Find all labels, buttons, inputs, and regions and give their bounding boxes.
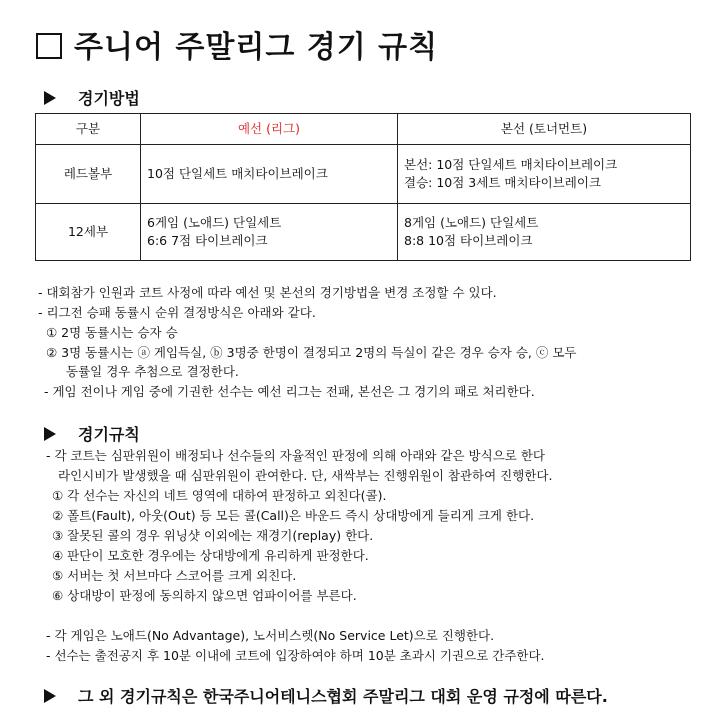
rules-note: ④ 판단이 모호한 경우에는 상대방에게 유리하게 판정한다. [52,548,369,563]
row-label: 12세부 [36,204,141,261]
page-title-text: 주니어 주말리그 경기 규칙 [74,30,439,65]
cell-line: 8:8 10점 타이브레이크 [404,233,533,248]
cell-line: 8게임 (노애드) 단일세트 [404,215,539,230]
rules-note: ③ 잘못된 콜의 경우 위닝샷 이외에는 재경기(replay) 한다. [52,528,374,543]
prelim-cell [141,204,398,261]
rules-note: ① 각 선수는 자신의 네트 영역에 대하여 판정하고 외친다(콜). [52,488,387,503]
rules-note: ⑤ 서버는 첫 서브마다 스코어를 크게 외친다. [52,568,297,583]
method-note: - 게임 전이나 게임 중에 기권한 선수는 예선 리그는 전패, 본선은 그 경기의 패로 처리한다. [44,384,535,399]
rules-note: ② 폴트(Fault), 아웃(Out) 등 모든 콜(Call)은 바운드 즉시 상대방에게 들리게 크게 한다. [52,508,535,523]
rules-note: - 각 코트는 심판위원이 배정되나 선수들의 자율적인 판정에 의해 아래와 같은 방식으로 한다 [46,448,545,463]
prelim-cell [141,145,398,204]
table-row [36,204,691,261]
rules-note: - 선수는 출전공지 후 10분 이내에 코트에 입장하여야 하며 10분 초과시 기권으로 간주한다. [46,648,545,663]
section-other-label: 그 외 경기규칙은 한국주니어테니스협회 주말리그 대회 운영 규정에 따른다. [78,687,608,706]
checkbox-square-icon [36,33,62,59]
method-note: 동률일 경우 추첨으로 결정한다. [66,364,239,379]
main-cell [398,145,691,204]
cell-line: 6:6 7점 타이브레이크 [147,233,268,248]
section-method-heading [44,86,140,109]
cell-line: 10점 단일세트 매치타이브레이크 [147,166,328,181]
main-cell [398,204,691,261]
row-label: 레드볼부 [36,145,141,204]
cell-line: 본선: 10점 단일세트 매치타이브레이크 [404,157,618,172]
method-note: - 리그전 승패 동률시 순위 결정방식은 아래와 같다. [38,305,316,320]
cell-line: 6게임 (노애드) 단일세트 [147,215,282,230]
rules-note: 라인시비가 발생했을 때 심판위원이 관여한다. 단, 새싹부는 진행위원이 참관하여 진행한다. [58,468,553,483]
header-category: 구분 [36,114,141,145]
cell-line: 결승: 10점 3세트 매치타이브레이크 [404,175,601,190]
method-note: - 대회참가 인원과 코트 사정에 따라 예선 및 본선의 경기방법을 변경 조정할 수 있다. [38,285,497,300]
triangle-bullet-icon [44,689,56,703]
triangle-bullet-icon [44,91,56,105]
rules-note: - 각 게임은 노애드(No Advantage), 노서비스렛(No Service Let)으로 진행한다. [46,628,495,643]
header-prelim: 예선 (리그) [141,114,398,145]
triangle-bullet-icon [44,427,56,441]
match-format-table [35,113,691,261]
section-rules-label: 경기규칙 [78,425,140,444]
method-note: ② 3명 동률시는 ⓐ 게임득실, ⓑ 3명중 한명이 결정되고 2명의 득실이 같은 경우 승자 승, ⓒ 모두 [46,345,577,360]
rules-note: ⑥ 상대방이 판정에 동의하지 않으면 엄파이어를 부른다. [52,588,357,603]
section-method-label: 경기방법 [78,89,140,108]
table-header-row [36,114,691,145]
table-row [36,145,691,204]
page-title [36,22,438,66]
method-note: ① 2명 동률시는 승자 승 [46,325,178,340]
section-other-heading [44,684,608,707]
header-main: 본선 (토너먼트) [398,114,691,145]
section-rules-heading [44,422,140,445]
